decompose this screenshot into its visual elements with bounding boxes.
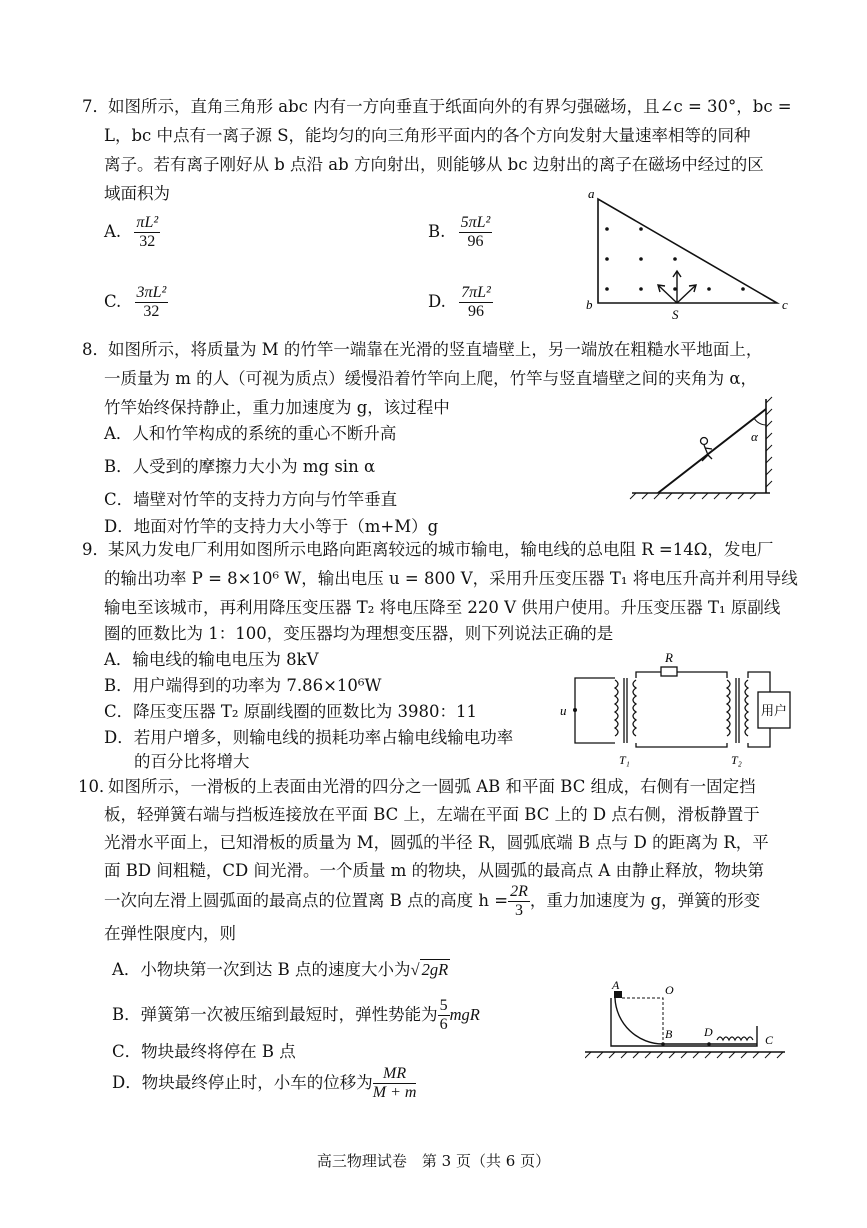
q8-option-c: C．墙壁对竹竿的支持力方向与竹竿垂直 (104, 490, 398, 509)
q9-number: 9． (82, 540, 109, 559)
q10-text-line2: 板，轻弹簧右端与挡板连接放在平面 BC 上，左端在平面 BC 上的 D 点右侧，滑板静置于 (104, 805, 760, 824)
q9-label-r: R (665, 650, 673, 665)
q8-number: 8． (82, 340, 109, 359)
q7-option-a: A. $\frac{\text{πL²}}{32}$ (104, 214, 159, 250)
q9-label-t2: T₂ (731, 753, 742, 767)
q10-label-c: C (765, 1033, 774, 1047)
q8-option-d: D．地面对竹竿的支持力大小等于（m+M）g (104, 517, 439, 536)
q10-label-d: D (704, 1025, 713, 1039)
q7-text-line4: 域面积为 (104, 184, 170, 203)
q8-option-a: A．人和竹竿构成的系统的重心不断升高 (104, 424, 397, 443)
q10-text-line6: 在弹性限度内，则 (104, 924, 236, 943)
q8-text-line2: 一质量为 m 的人（可视为质点）缓慢沿着竹竿向上爬，竹竿与竖直墙壁之间的夹角为 α， (104, 369, 758, 388)
q9-text-line2: 的输出功率 P = 8×10⁶ W，输出电压 u = 800 V，采用升压变压器 T₁ 将电压升高并利用导线 (104, 569, 798, 588)
q10-text-line3: 光滑水平面上，已知滑板的质量为 M，圆弧的半径 R，圆弧底端 B 点与 D 的距离为 R，平 (104, 833, 769, 852)
q7-option-c: C. $\frac{\text{3πL²}}{32}$ (104, 284, 167, 320)
q10-slider-figure (585, 978, 795, 1060)
q10-option-c: C．物块最终将停在 B 点 (112, 1042, 296, 1061)
q7-label-s: S (672, 307, 679, 322)
q9-label-user: 用户 (761, 703, 788, 718)
q7-label-a: a (588, 186, 595, 201)
q9-option-a: A．输电线的输电电压为 8kV (104, 650, 319, 669)
q7-text-line3: 离子。若有离子刚好从 b 点沿 ab 方向射出，则能够从 bc 边射出的离子在磁场中经过的区 (104, 155, 764, 174)
q9-option-d: D．若用户增多，则输电线的损耗功率占输电线输电功率 (104, 728, 514, 747)
q7-option-d: D. $\frac{\text{7πL²}}{96}$ (428, 284, 491, 320)
page-footer: 高三物理试卷 第 3 页（共 6 页） (316, 1152, 551, 1170)
q7-triangle-figure (580, 185, 800, 325)
q9-label-t1: T₁ (619, 753, 630, 767)
q10-text-line4: 面 BD 间粗糙，CD 间光滑。一个质量 m 的物块，从圆弧的最高点 A 由静止释放，物块第 (104, 861, 764, 880)
q9-label-u: u (560, 703, 567, 718)
q8-alpha-label: α (751, 429, 758, 444)
q10-text-line5: 一次向左滑上圆弧面的最高点的位置离 B 点的高度 h = $\frac{2R}{3}$ ，重力加速度为 g，弹簧的形变 (104, 883, 761, 919)
q9-option-d-cont: 的百分比将增大 (134, 752, 250, 771)
q7-option-b: B. $\frac{\text{5πL²}}{96}$ (428, 214, 491, 250)
q10-label-a: A (612, 978, 620, 992)
q7-label-c: c (782, 297, 788, 312)
q10-option-d: D．物块最终停止时，小车的位移为 $\frac{MR}{M + m}$ (112, 1065, 417, 1101)
q10-option-b: B．弹簧第一次被压缩到最短时，弹性势能为 $\frac{5}{6}$ mgR (112, 997, 480, 1033)
q10-label-b: B (665, 1027, 673, 1041)
q8-bamboo-figure (628, 395, 778, 500)
q7-text-line1: 如图所示，直角三角形 abc 内有一方向垂直于纸面向外的有界匀强磁场，且∠c = 30°，bc = (108, 97, 792, 116)
q10-number: 10． (78, 777, 116, 796)
q10-text-line1: 如图所示，一滑板的上表面由光滑的四分之一圆弧 AB 和平面 BC 组成，右侧有一固定挡 (108, 777, 756, 796)
q7-number: 7． (82, 97, 109, 116)
q9-text-line3: 输电至该城市，再利用降压变压器 T₂ 将电压降至 220 V 供用户使用。升压变压器 T₁ 原副线 (104, 598, 781, 617)
q9-text-line1: 某风力发电厂利用如图所示电路向距离较远的城市输电，输电线的总电阻 R =14Ω，发电厂 (108, 540, 774, 559)
q7-label-b: b (586, 297, 593, 312)
q9-circuit-figure (555, 648, 800, 773)
q8-text-line3: 竹竿始终保持静止，重力加速度为 g，该过程中 (104, 398, 450, 417)
q10-option-a: A．小物块第一次到达 B 点的速度大小为√ 2gR (112, 960, 449, 979)
q8-text-line1: 如图所示，将质量为 M 的竹竿一端靠在光滑的竖直墙壁上，另一端放在粗糙水平地面上， (108, 340, 763, 359)
q9-option-b: B．用户端得到的功率为 7.86×10⁶W (104, 676, 382, 695)
q8-option-b: B．人受到的摩擦力大小为 mg sin α (104, 457, 376, 476)
q10-label-o: O (665, 983, 674, 997)
q7-text-line2: L，bc 中点有一离子源 S，能均匀的向三角形平面内的各个方向发射大量速率相等的同种 (104, 126, 751, 145)
q9-option-c: C．降压变压器 T₂ 原副线圈的匝数比为 3980：11 (104, 702, 477, 721)
q9-text-line4: 圈的匝数比为 1：100，变压器均为理想变压器，则下列说法正确的是 (104, 624, 614, 643)
